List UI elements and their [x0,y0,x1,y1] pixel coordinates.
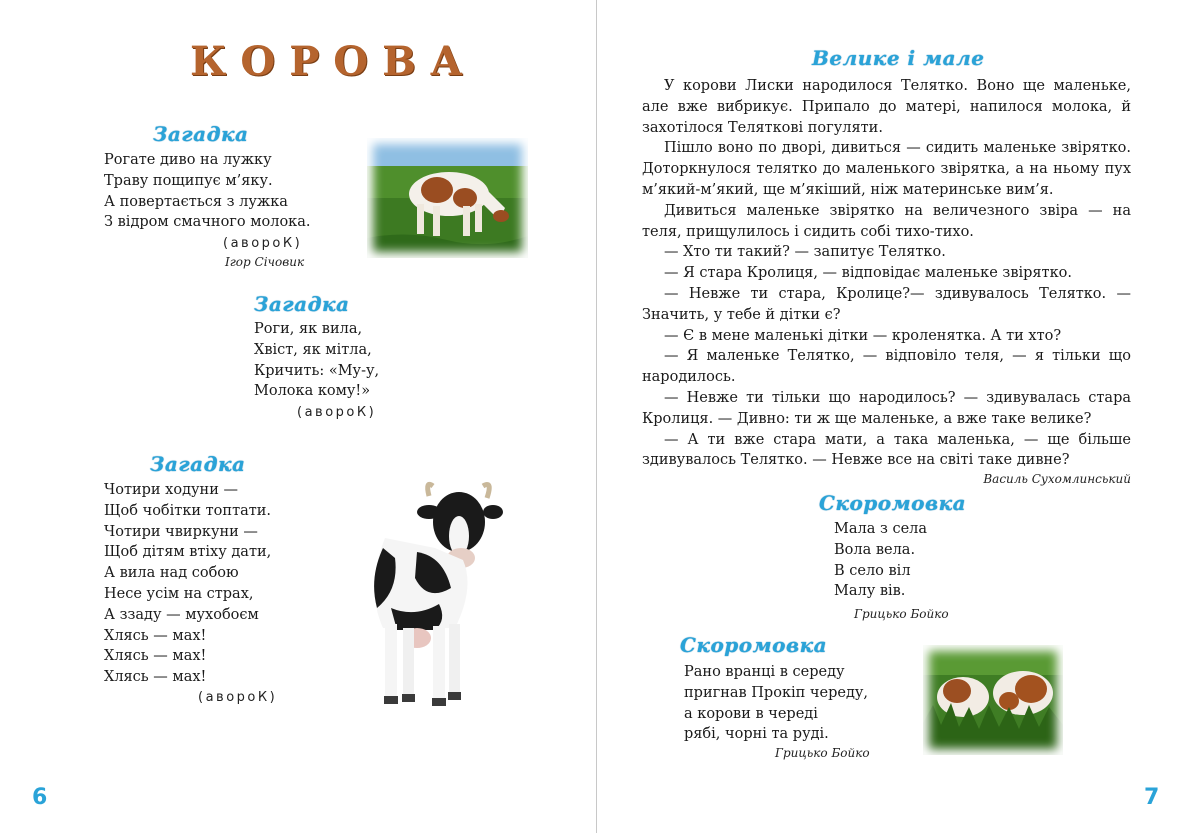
verse-line: Малу вів. [834,583,906,600]
grazing-cow-photo [367,138,528,258]
riddle-1-answer: (авороК) [223,236,303,251]
verse-line: Щоб дітям втіху дати, [104,544,272,561]
story-paragraph: — Я стара Кролиця, — відповідає маленьке звірятко. [664,265,1072,282]
verse-line: Молока кому!» [254,383,371,400]
standing-cow-illustration [355,478,505,714]
riddle-3-answer: (авороК) [198,690,278,705]
tongue-twister-2-author: Грицько Бойко [775,746,870,760]
tongue-twister-1-heading: Скоромовка [819,491,967,515]
standing-cow-photo [355,478,505,714]
verse-line: рябі, чорні та руді. [684,726,829,743]
page-number-left: 6 [32,785,48,810]
story-paragraph: Дивиться маленьке звірятко на величезного звіра — на теля, прищулилось і сидить собі тихо-тихо. [642,202,1131,240]
verse-line: а корови в череді [684,705,818,722]
verse-line: А вила над собою [104,565,239,582]
verse-line: А ззаду — мухобоєм [104,606,259,623]
story-paragraph: У корови Лиски народилося Телятко. Воно ще маленьке, але вже вибрикує. Припало до матері, напилося молока, й захотілося Телятковi погуляти. [642,78,1131,136]
verse-line: Кричить: «Му-у, [254,362,380,379]
story-paragraph: — А ти вже стара мати, а така маленька, — ще більше здивувалось Телятко. — Невже все на світі таке дивне? [642,431,1131,469]
verse-line: В село віл [834,562,911,579]
story-paragraph: — Хто ти такий? — запитує Телятко. [664,244,946,261]
page-title: КОРОВА [190,38,477,85]
riddle-3-heading: Загадка [150,452,246,476]
story-paragraph: Пішло воно по дворі, дивиться — сидить маленьке звірятко. Доторкнулося телятко до маленького звірятка, а на ньому пух м’який-м’який, ще м’якіший, ніж материнське вим’я. [642,140,1131,198]
riddle-1-author: Ігор Січовик [225,255,305,269]
verse-line: Хлясь — мах! [104,648,207,665]
riddle-2-verse [254,319,379,402]
tongue-twister-1-verse [834,519,927,602]
verse-line: Роги, як вила, [254,321,363,337]
verse-line: Чотири ходуни — [104,482,238,498]
story-text [642,76,1131,471]
verse-line: З відром смачного молока. [104,214,311,231]
tongue-twister-2-heading: Скоромовка [680,633,828,657]
tongue-twister-2-verse [684,662,868,745]
verse-line: Чотири чвиркуни — [104,523,258,540]
verse-line: Щоб чобітки топтати. [104,502,272,519]
riddle-1-heading: Загадка [153,122,249,146]
riddle-2-heading: Загадка [254,292,350,316]
verse-line: Мала з села [834,521,928,537]
verse-line: Рогате диво на лужку [104,152,272,168]
verse-line: пригнав Прокіп череду, [684,684,869,701]
story-paragraph: — Я маленьке Телятко, — відповіло теля, — я тільки що народилось. [642,348,1131,386]
story-heading: Велике і мале [812,46,985,70]
verse-line: Рано вранці в середу [684,664,845,680]
page-number-right: 7 [1144,785,1160,810]
right-page [597,0,1200,833]
story-paragraph: — Невже ти тільки що народилось? — здивувалась стара Кролиця. — Дивно: ти ж ще маленьке, а вже таке велике? [642,389,1131,427]
grazing-cow-illustration [367,138,528,258]
verse-line: Хлясь — мах! [104,627,207,644]
riddle-1-verse [104,150,311,233]
calves-illustration [923,645,1063,755]
verse-line: Хвіст, як мітла, [254,341,372,358]
riddle-3-verse [104,480,271,688]
verse-line: Вола вела. [834,541,916,558]
left-page [0,0,596,833]
story-author: Василь Сухомлинський [983,472,1131,486]
verse-line: Несе усім на страх, [104,585,254,602]
verse-line: А повертається з лужка [104,193,288,210]
verse-line: Траву пощипує м’яку. [104,172,273,189]
tongue-twister-1-author: Грицько Бойко [854,607,949,621]
riddle-2-answer: (авороК) [297,405,377,420]
story-paragraph: — Є в мене маленькі дітки — кроленятка. А ти хто? [664,327,1062,344]
verse-line: Хлясь — мах! [104,669,207,686]
story-paragraph: — Невже ти стара, Кролице?— здивувалось Телятко. — Значить, у тебе й дітки є? [642,285,1131,323]
calves-photo [923,645,1063,755]
